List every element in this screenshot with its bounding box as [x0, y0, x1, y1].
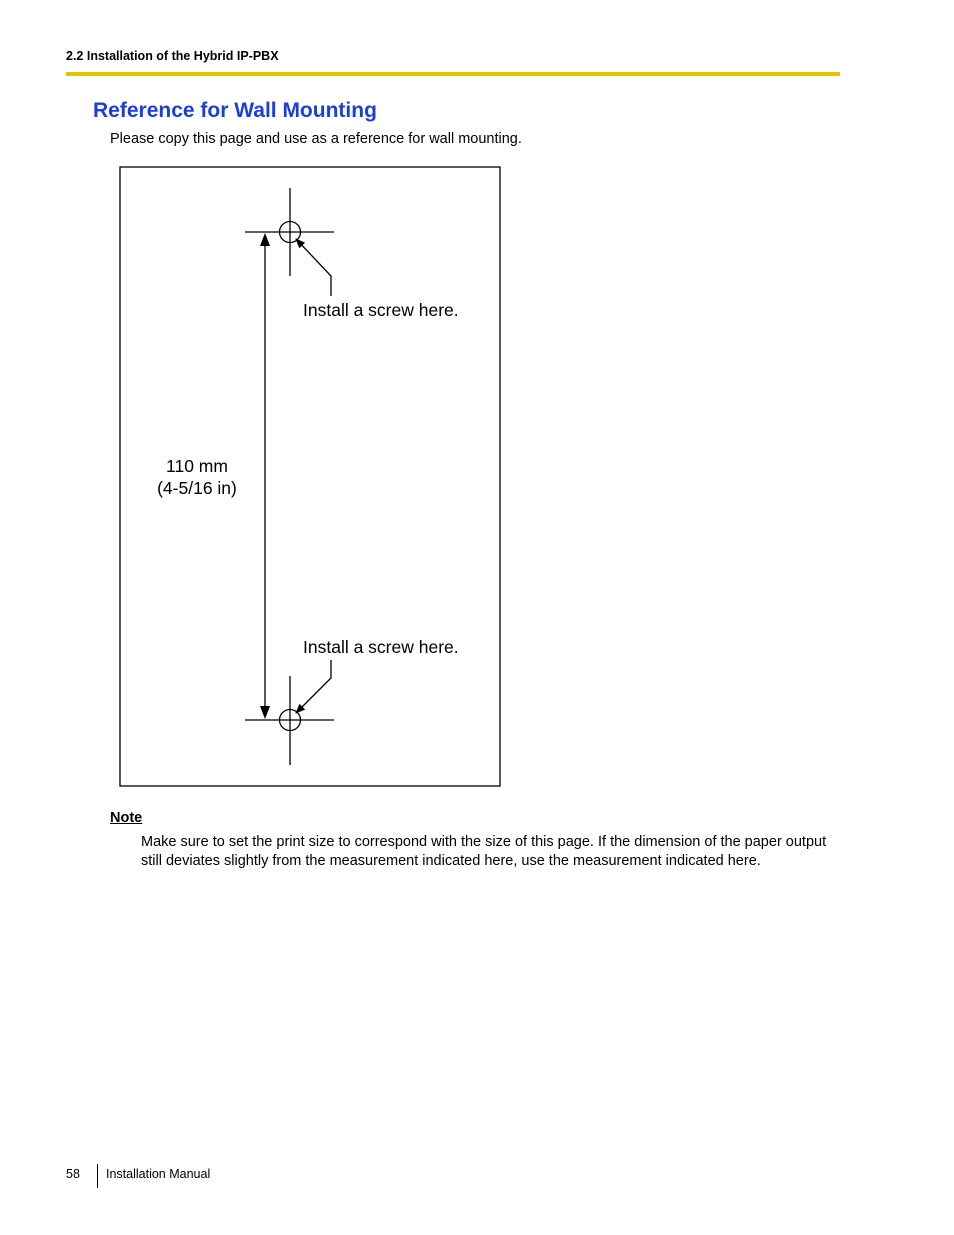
dimension-arrow — [260, 233, 270, 719]
top-screw-crosshair — [245, 188, 334, 276]
bottom-leader-line — [296, 660, 331, 713]
note-heading: Note — [110, 810, 143, 826]
footer-divider — [97, 1164, 98, 1188]
template-frame — [120, 167, 500, 786]
top-screw-label: Install a screw here. — [303, 300, 459, 320]
dimension-in-label: (4-5/16 in) — [157, 478, 237, 498]
note-body: Make sure to set the print size to correspond with the size of this page. If the dimension of the paper output still deviates slightly from the measurement indicated here, use the measurement indicated here. — [141, 834, 827, 869]
intro-text: Please copy this page and use as a reference for wall mounting. — [110, 131, 522, 147]
running-head: 2.2 Installation of the Hybrid IP-PBX — [66, 49, 279, 63]
dimension-mm-label: 110 mm — [166, 456, 228, 476]
bottom-screw-label: Install a screw here. — [303, 637, 459, 657]
top-leader-line — [296, 239, 331, 296]
page-title: Reference for Wall Mounting — [93, 99, 377, 122]
page-number: 58 — [66, 1167, 80, 1181]
bottom-screw-crosshair — [245, 676, 334, 765]
footer-manual-title: Installation Manual — [106, 1167, 211, 1181]
